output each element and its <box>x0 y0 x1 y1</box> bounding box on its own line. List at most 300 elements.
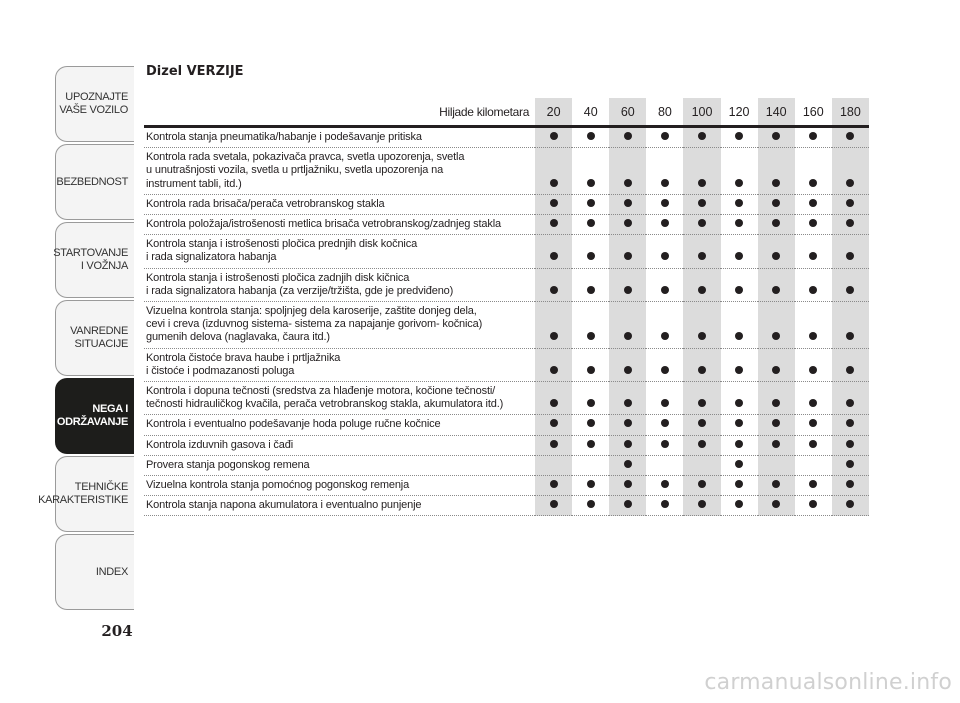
interval-cell <box>758 496 795 516</box>
interval-cell <box>646 496 683 516</box>
interval-cell <box>535 435 572 455</box>
maintenance-task: Vizuelna kontrola stanja pomoćnog pogonskog remenja <box>144 476 535 496</box>
bullet-icon <box>698 219 706 227</box>
bullet-icon <box>550 332 558 340</box>
bullet-icon <box>735 399 743 407</box>
bullet-icon <box>846 219 854 227</box>
interval-cell <box>832 476 869 496</box>
bullet-icon <box>846 399 854 407</box>
interval-cell <box>795 215 832 235</box>
interval-cell <box>572 302 609 349</box>
interval-cell <box>795 435 832 455</box>
interval-cell <box>683 415 720 435</box>
km-column-header: 180 <box>832 98 869 127</box>
bullet-icon <box>550 440 558 448</box>
interval-cell <box>721 435 758 455</box>
interval-cell <box>795 302 832 349</box>
bullet-icon <box>587 419 595 427</box>
interval-cell <box>535 194 572 214</box>
bullet-icon <box>735 366 743 374</box>
interval-cell <box>683 302 720 349</box>
chapter-tab-label: BEZBEDNOST <box>56 175 128 188</box>
interval-cell <box>795 268 832 301</box>
table-row <box>144 127 869 148</box>
bullet-icon <box>661 286 669 294</box>
bullet-icon <box>624 460 632 468</box>
interval-cell <box>758 215 795 235</box>
bullet-icon <box>550 419 558 427</box>
interval-cell <box>832 415 869 435</box>
interval-cell <box>535 215 572 235</box>
bullet-icon <box>772 399 780 407</box>
bullet-icon <box>698 419 706 427</box>
interval-cell <box>683 382 720 415</box>
km-column-header: 60 <box>609 98 646 127</box>
interval-cell <box>572 194 609 214</box>
interval-cell <box>572 435 609 455</box>
bullet-icon <box>550 366 558 374</box>
bullet-icon <box>624 419 632 427</box>
km-header-label: Hiljade kilometara <box>144 98 535 127</box>
table-row <box>144 302 869 349</box>
interval-cell <box>832 455 869 475</box>
km-column-header: 120 <box>721 98 758 127</box>
bullet-icon <box>661 132 669 140</box>
bullet-icon <box>809 399 817 407</box>
bullet-icon <box>661 199 669 207</box>
interval-cell <box>572 382 609 415</box>
bullet-icon <box>846 286 854 294</box>
interval-cell <box>795 455 832 475</box>
bullet-icon <box>661 366 669 374</box>
interval-cell <box>832 268 869 301</box>
interval-cell <box>721 148 758 195</box>
interval-cell <box>535 415 572 435</box>
table-header-row <box>144 98 869 127</box>
km-column-header: 40 <box>572 98 609 127</box>
interval-cell <box>832 127 869 148</box>
interval-cell <box>683 348 720 381</box>
bullet-icon <box>809 480 817 488</box>
bullet-icon <box>772 440 780 448</box>
bullet-icon <box>550 399 558 407</box>
bullet-icon <box>735 332 743 340</box>
interval-cell <box>721 127 758 148</box>
interval-cell <box>758 476 795 496</box>
interval-cell <box>795 235 832 268</box>
bullet-icon <box>661 440 669 448</box>
bullet-icon <box>809 219 817 227</box>
page-number: 204 <box>101 622 133 640</box>
interval-cell <box>535 148 572 195</box>
bullet-icon <box>735 179 743 187</box>
table-row <box>144 415 869 435</box>
interval-cell <box>683 496 720 516</box>
interval-cell <box>721 215 758 235</box>
interval-cell <box>758 348 795 381</box>
bullet-icon <box>661 480 669 488</box>
bullet-icon <box>698 366 706 374</box>
chapter-tab[interactable] <box>55 222 134 298</box>
bullet-icon <box>587 179 595 187</box>
chapter-sidebar <box>38 66 134 612</box>
bullet-icon <box>846 419 854 427</box>
bullet-icon <box>698 286 706 294</box>
maintenance-table <box>144 98 869 516</box>
interval-cell <box>795 148 832 195</box>
bullet-icon <box>550 199 558 207</box>
interval-cell <box>609 148 646 195</box>
interval-cell <box>795 348 832 381</box>
interval-cell <box>572 127 609 148</box>
bullet-icon <box>809 132 817 140</box>
interval-cell <box>535 382 572 415</box>
interval-cell <box>832 496 869 516</box>
bullet-icon <box>624 332 632 340</box>
maintenance-task: Kontrola i dopuna tečnosti (sredstva za hlađenje motora, kočione tečnosti/ tečnosti hidrauličkog kvačila, perača vetrobranskog stakla, akumulatora itd.) <box>144 382 535 415</box>
interval-cell <box>572 496 609 516</box>
maintenance-task: Vizuelna kontrola stanja: spoljnjeg dela karoserije, zaštite donjeg dela, cevi i creva (izduvnog sistema- sistema za napajanje gorivom- kočnica) gumenih delova (naglavaka, čaura itd.) <box>144 302 535 349</box>
interval-cell <box>646 435 683 455</box>
maintenance-task: Kontrola rada brisača/perača vetrobranskog stakla <box>144 194 535 214</box>
interval-cell <box>795 476 832 496</box>
bullet-icon <box>624 480 632 488</box>
interval-cell <box>535 302 572 349</box>
interval-cell <box>758 268 795 301</box>
interval-cell <box>721 496 758 516</box>
interval-cell <box>609 235 646 268</box>
bullet-icon <box>698 179 706 187</box>
chapter-tab-label: STARTOVANJE I VOŽNJA <box>53 247 128 272</box>
bullet-icon <box>661 500 669 508</box>
bullet-icon <box>550 219 558 227</box>
bullet-icon <box>772 199 780 207</box>
interval-cell <box>646 455 683 475</box>
interval-cell <box>758 455 795 475</box>
interval-cell <box>646 382 683 415</box>
bullet-icon <box>735 460 743 468</box>
maintenance-task: Kontrola stanja i istrošenosti pločica prednjih disk kočnica i rada signalizatora habanja <box>144 235 535 268</box>
bullet-icon <box>846 252 854 260</box>
interval-cell <box>609 348 646 381</box>
table-row <box>144 194 869 214</box>
interval-cell <box>758 415 795 435</box>
interval-cell <box>832 382 869 415</box>
bullet-icon <box>624 179 632 187</box>
interval-cell <box>646 268 683 301</box>
bullet-icon <box>735 132 743 140</box>
bullet-icon <box>772 332 780 340</box>
interval-cell <box>646 476 683 496</box>
interval-cell <box>535 127 572 148</box>
bullet-icon <box>587 286 595 294</box>
bullet-icon <box>661 252 669 260</box>
bullet-icon <box>809 366 817 374</box>
chapter-tab[interactable] <box>55 66 134 142</box>
bullet-icon <box>587 399 595 407</box>
bullet-icon <box>809 252 817 260</box>
table-row <box>144 476 869 496</box>
bullet-icon <box>550 480 558 488</box>
bullet-icon <box>550 500 558 508</box>
km-column-header: 160 <box>795 98 832 127</box>
maintenance-task: Kontrola rada svetala, pokazivača pravca, svetla upozorenja, svetla u unutrašnjosti vozila, svetla u prtljažniku, svetla upozorenja na instrument tabli, itd.) <box>144 148 535 195</box>
interval-cell <box>683 127 720 148</box>
interval-cell <box>572 415 609 435</box>
bullet-icon <box>624 500 632 508</box>
interval-cell <box>646 148 683 195</box>
section-title: Dizel VERZIJE <box>146 64 244 79</box>
interval-cell <box>795 415 832 435</box>
interval-cell <box>646 194 683 214</box>
interval-cell <box>758 148 795 195</box>
table-row <box>144 348 869 381</box>
interval-cell <box>795 496 832 516</box>
bullet-icon <box>624 199 632 207</box>
interval-cell <box>572 348 609 381</box>
bullet-icon <box>698 440 706 448</box>
bullet-icon <box>846 132 854 140</box>
interval-cell <box>572 476 609 496</box>
bullet-icon <box>587 252 595 260</box>
bullet-icon <box>846 332 854 340</box>
chapter-tab[interactable] <box>55 378 134 454</box>
bullet-icon <box>809 419 817 427</box>
interval-cell <box>572 148 609 195</box>
interval-cell <box>683 194 720 214</box>
interval-cell <box>795 382 832 415</box>
bullet-icon <box>698 480 706 488</box>
interval-cell <box>832 148 869 195</box>
interval-cell <box>535 235 572 268</box>
interval-cell <box>721 382 758 415</box>
interval-cell <box>535 455 572 475</box>
maintenance-task: Kontrola stanja pneumatika/habanje i podešavanje pritiska <box>144 127 535 148</box>
bullet-icon <box>809 179 817 187</box>
bullet-icon <box>735 500 743 508</box>
interval-cell <box>609 496 646 516</box>
interval-cell <box>609 302 646 349</box>
interval-cell <box>758 194 795 214</box>
maintenance-task: Provera stanja pogonskog remena <box>144 455 535 475</box>
table-row <box>144 455 869 475</box>
watermark: carmanualsonline.info <box>704 670 952 695</box>
interval-cell <box>683 455 720 475</box>
interval-cell <box>758 302 795 349</box>
bullet-icon <box>735 286 743 294</box>
table-row <box>144 215 869 235</box>
interval-cell <box>609 382 646 415</box>
chapter-tab[interactable] <box>38 456 134 532</box>
bullet-icon <box>587 440 595 448</box>
interval-cell <box>795 194 832 214</box>
bullet-icon <box>624 132 632 140</box>
bullet-icon <box>735 199 743 207</box>
bullet-icon <box>809 286 817 294</box>
chapter-tab-label: INDEX <box>95 565 128 578</box>
interval-cell <box>572 455 609 475</box>
bullet-icon <box>809 500 817 508</box>
chapter-tab[interactable] <box>55 144 134 220</box>
maintenance-task: Kontrola položaja/istrošenosti metlica brisača vetrobranskog/zadnjeg stakla <box>144 215 535 235</box>
interval-cell <box>646 127 683 148</box>
bullet-icon <box>735 440 743 448</box>
maintenance-task: Kontrola i eventualno podešavanje hoda poluge ručne kočnice <box>144 415 535 435</box>
bullet-icon <box>846 480 854 488</box>
bullet-icon <box>661 219 669 227</box>
interval-cell <box>721 348 758 381</box>
bullet-icon <box>624 440 632 448</box>
chapter-tab[interactable] <box>55 300 134 376</box>
chapter-tab-label: UPOZNAJTE VAŠE VOZILO <box>59 91 128 116</box>
bullet-icon <box>587 480 595 488</box>
interval-cell <box>758 435 795 455</box>
bullet-icon <box>587 219 595 227</box>
maintenance-task: Kontrola stanja napona akumulatora i eventualno punjenje <box>144 496 535 516</box>
bullet-icon <box>587 500 595 508</box>
interval-cell <box>646 235 683 268</box>
chapter-tab-label: NEGA I ODRŽAVANJE <box>56 403 128 428</box>
maintenance-task: Kontrola izduvnih gasova i čađi <box>144 435 535 455</box>
bullet-icon <box>846 366 854 374</box>
interval-cell <box>609 194 646 214</box>
interval-cell <box>832 348 869 381</box>
chapter-tab[interactable] <box>55 534 134 610</box>
interval-cell <box>832 194 869 214</box>
bullet-icon <box>846 500 854 508</box>
bullet-icon <box>698 332 706 340</box>
interval-cell <box>721 455 758 475</box>
interval-cell <box>721 415 758 435</box>
bullet-icon <box>661 419 669 427</box>
km-column-header: 140 <box>758 98 795 127</box>
bullet-icon <box>587 332 595 340</box>
bullet-icon <box>735 252 743 260</box>
bullet-icon <box>624 219 632 227</box>
interval-cell <box>646 415 683 435</box>
interval-cell <box>795 127 832 148</box>
bullet-icon <box>809 199 817 207</box>
chapter-tab-label: TEHNIČKE KARAKTERISTIKE <box>38 481 128 506</box>
interval-cell <box>535 496 572 516</box>
bullet-icon <box>772 252 780 260</box>
bullet-icon <box>587 366 595 374</box>
interval-cell <box>572 215 609 235</box>
interval-cell <box>832 215 869 235</box>
interval-cell <box>535 476 572 496</box>
interval-cell <box>535 268 572 301</box>
interval-cell <box>721 194 758 214</box>
interval-cell <box>609 268 646 301</box>
interval-cell <box>683 476 720 496</box>
bullet-icon <box>772 500 780 508</box>
bullet-icon <box>698 132 706 140</box>
interval-cell <box>832 435 869 455</box>
bullet-icon <box>698 252 706 260</box>
bullet-icon <box>772 480 780 488</box>
bullet-icon <box>772 419 780 427</box>
km-column-header: 100 <box>683 98 720 127</box>
bullet-icon <box>624 399 632 407</box>
bullet-icon <box>846 440 854 448</box>
bullet-icon <box>550 179 558 187</box>
bullet-icon <box>550 286 558 294</box>
table-row <box>144 382 869 415</box>
interval-cell <box>721 476 758 496</box>
interval-cell <box>683 148 720 195</box>
interval-cell <box>721 235 758 268</box>
interval-cell <box>572 268 609 301</box>
interval-cell <box>758 127 795 148</box>
km-column-header: 80 <box>646 98 683 127</box>
bullet-icon <box>550 252 558 260</box>
bullet-icon <box>735 419 743 427</box>
interval-cell <box>609 127 646 148</box>
bullet-icon <box>809 440 817 448</box>
interval-cell <box>646 215 683 235</box>
interval-cell <box>609 215 646 235</box>
bullet-icon <box>846 460 854 468</box>
bullet-icon <box>735 219 743 227</box>
interval-cell <box>609 435 646 455</box>
chapter-tab-label: VANREDNE SITUACIJE <box>70 325 128 350</box>
bullet-icon <box>735 480 743 488</box>
interval-cell <box>832 302 869 349</box>
bullet-icon <box>698 199 706 207</box>
table-row <box>144 148 869 195</box>
bullet-icon <box>772 179 780 187</box>
interval-cell <box>758 235 795 268</box>
bullet-icon <box>624 252 632 260</box>
table-row <box>144 268 869 301</box>
interval-cell <box>646 302 683 349</box>
table-row <box>144 435 869 455</box>
bullet-icon <box>846 199 854 207</box>
interval-cell <box>572 235 609 268</box>
interval-cell <box>646 348 683 381</box>
bullet-icon <box>772 132 780 140</box>
interval-cell <box>832 235 869 268</box>
maintenance-task: Kontrola čistoće brava haube i prtljažnika i čistoće i podmazanosti poluga <box>144 348 535 381</box>
bullet-icon <box>587 132 595 140</box>
interval-cell <box>683 435 720 455</box>
bullet-icon <box>550 132 558 140</box>
bullet-icon <box>809 332 817 340</box>
bullet-icon <box>661 399 669 407</box>
bullet-icon <box>846 179 854 187</box>
bullet-icon <box>624 366 632 374</box>
km-column-header: 20 <box>535 98 572 127</box>
table-row <box>144 496 869 516</box>
table-row <box>144 235 869 268</box>
bullet-icon <box>698 399 706 407</box>
bullet-icon <box>587 199 595 207</box>
interval-cell <box>609 455 646 475</box>
bullet-icon <box>698 500 706 508</box>
interval-cell <box>683 215 720 235</box>
interval-cell <box>683 268 720 301</box>
interval-cell <box>683 235 720 268</box>
interval-cell <box>609 415 646 435</box>
interval-cell <box>609 476 646 496</box>
bullet-icon <box>624 286 632 294</box>
bullet-icon <box>661 179 669 187</box>
bullet-icon <box>772 286 780 294</box>
interval-cell <box>721 302 758 349</box>
maintenance-task: Kontrola stanja i istrošenosti pločica zadnjih disk kičnica i rada signalizatora habanja (za verzije/tržišta, gde je predviđeno) <box>144 268 535 301</box>
interval-cell <box>721 268 758 301</box>
bullet-icon <box>772 366 780 374</box>
